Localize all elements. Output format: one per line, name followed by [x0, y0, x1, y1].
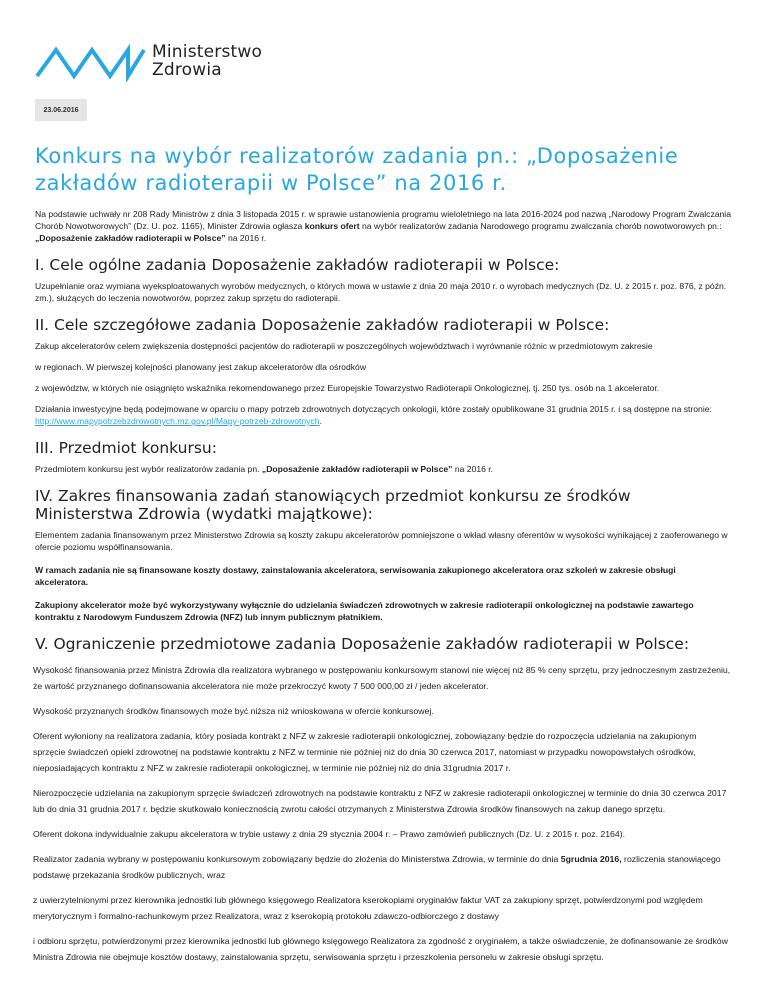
date-badge: 23.06.2016 — [35, 99, 87, 121]
section-2-text-2: w regionach. W pierwszej kolejności planowany jest zakup akceleratorów dla ośrodków — [35, 362, 367, 372]
maps-link[interactable]: http://www.mapypotrzebzdrowotnych.mz.gov.pl/Mapy-potrzeb-zdrowotnych — [35, 416, 320, 426]
section-5-text-1: Wysokość finansowania przez Ministra Zdrowia dla realizatora wybranego w postępowaniu konkursowym stanowi nie więcej niż 85 % ceny sprzętu, przy jednoczesnym zastrzeżeniu, że wartość przyznanego dofinansowania akceleratora nie może przekroczyć kwoty 7 500 000,00 zł / jeden akcelerator. — [33, 665, 731, 691]
article — [35, 143, 731, 965]
logo-line2: Zdrowia — [152, 60, 222, 80]
section-5-text-5: Oferent dokona indywidualnie zakupu akceleratora w trybie ustawy z dnia 29 stycznia 2004 r. – Prawo zamówień publicznych (Dz. U. z 2015 r. poz. 2164). — [33, 829, 626, 839]
section-2-heading: II. Cele szczegółowe zadania Doposażenie zakładów radioterapii w Polsce: — [35, 316, 610, 334]
logo-text — [152, 43, 262, 79]
section-4-heading: IV. Zakres finansowania zadań stanowiących przedmiot konkursu ze środków Ministerstwa Zdrowia (wydatki majątkowe): — [35, 487, 631, 523]
section-1-text: Uzupełnianie oraz wymiana wyeksploatowanych wyrobów medycznych, o których mowa w ustawie z dnia 20 maja 2010 r. o wyrobach medycznych (Dz. U. z 2015 r. poz. 876, z późn. zm.), służących do leczenia nowotworów, poprzez zakup sprzętu do radioterapii. — [35, 281, 727, 303]
ministry-logo[interactable] — [34, 40, 262, 82]
section-4-text-1: Elementem zadania finansowanym przez Ministerstwo Zdrowia są koszty zakupu akceleratorów pomniejszone o wkład własny oferentów w wysokości wynikającej z zaoferowanego w ofercie poziomu współfinansowania. — [35, 530, 728, 552]
section-1-heading: I. Cele ogólne zadania Doposażenie zakładów radioterapii w Polsce: — [35, 256, 560, 274]
section-3-text: Przedmiotem konkursu jest wybór realizatorów zadania pn. „Doposażenie zakładów radioterapii w Polsce” na 2016 r. — [35, 464, 494, 474]
logo-mark-icon — [34, 40, 146, 82]
section-5-text-4: Nierozpoczęcie udzielania na zakupionym sprzęcie świadczeń zdrowotnych na podstawie kontraktu z NFZ w zakresie radioterapii onkologicznej w terminie do dnia 30 czerwca 2017 lub do dnia 31 grudnia 2017 r. będzie skutkowało koniecznością zwrotu całości otrzymanych z Ministerstwa Zdrowia środków finansowych na zakup danego sprzętu. — [33, 788, 727, 814]
section-2-text-1: Zakup akceleratorów celem zwiększenia dostępności pacjentów do radioterapii w poszczególnych województwach i wyrównanie różnic w przedmiotowym zakresie — [35, 341, 653, 351]
section-4-text-3: Zakupiony akcelerator może być wykorzystywany wyłącznie do udzielania świadczeń zdrowotnych w zakresie radioterapii onkologicznej na podstawie zawartego kontraktu z Narodowym Funduszem Zdrowia (NFZ) lub innym publicznym płatnikiem. — [35, 600, 694, 622]
section-5-body — [35, 662, 731, 965]
section-3-heading: III. Przedmiot konkursu: — [35, 439, 217, 457]
section-4-text-2: W ramach zadania nie są finansowane koszty dostawy, zainstalowania akceleratora, serwisowania zakupionego akceleratora oraz szkoleń w zakresie obsługi akceleratora. — [35, 565, 676, 587]
section-5-text-2: Wysokość przyznanych środków finansowych może być niższa niż wnioskowana w ofercie konkursowej. — [33, 706, 434, 716]
intro-paragraph: Na podstawie uchwały nr 208 Rady Ministrów z dnia 3 listopada 2015 r. w sprawie ustanowienia programu wieloletniego na lata 2016-2024 pod nazwą „Narodowy Program Zwalczania Chorób Nowotworowych” (Dz. U. poz. 1165), Minister Zdrowia ogłasza konkurs ofert na wybór realizatorów zadania Narodowego programu zwalczania chorób nowotworowych pn.: „Doposażenie zakładów radioterapii w Polsce” na 2016 r. — [35, 209, 731, 243]
section-5-text-3: Oferent wyłoniony na realizatora zadania, który posiada kontrakt z NFZ w zakresie radioterapii onkologicznej, zobowiązany będzie do rozpoczęcia udzielania na zakupionym sprzęcie świadczeń opieki zdrowotnej na podstawie kontraktu z NFZ w terminie nie później niż do dnia 30 czerwca 2017, natomiast w przypadku nowopowstałych ośrodków, nieposiadających kontraktu z NFZ w zakresie radioterapii onkologicznej, w terminie nie później niż do dnia 31grudnia 2017 r. — [33, 731, 697, 773]
section-2-text-3: z województw, w których nie osiągnięto wskaźnika rekomendowanego przez Europejskie Towarzystwo Radioterapii Onkologicznej, tj. 250 tys. osób na 1 akcelerator. — [35, 383, 660, 393]
section-5-text-8: i odbioru sprzętu, potwierdzonymi przez kierownika jednostki lub głównego księgowego Realizatora za zgodność z oryginałem, a także oświadczenie, że dofinansowanie ze środków Ministra Zdrowia nie obejmuje kosztów dostawy, zainstalowania sprzętu, serwisowania sprzętu i przeszkolenia personelu w zakresie obsługi sprzętu. — [33, 936, 728, 962]
section-2-text-4: Działania inwestycyjne będą podejmowane w oparciu o mapy potrzeb zdrowotnych dotyczących onkologii, które zostały opublikowane 31 grudnia 2015 r. i są dostępne na stronie: http://www.mapypotrzebzdrowotnych.mz.gov.pl/Mapy-potrzeb-zdrowotnych. — [35, 404, 712, 426]
section-5-text-6: Realizator zadania wybrany w postępowaniu konkursowym zobowiązany będzie do złożenia do Ministerstwa Zdrowia, w terminie do dnia 5grudnia 2016, rozliczenia stanowiącego podstawę przekazania środków publicznych, wraz — [33, 854, 721, 880]
logo-line1: Ministerstwo — [152, 42, 263, 62]
section-5-text-7: z uwierzytelnionymi przez kierownika jednostki lub głównego księgowego Realizatora kserokopiami oryginałów faktur VAT za zakupiony sprzęt, potwierdzonymi pod względem merytorycznym i formalno-rachunkowym przez Realizatora, wraz z kserokopią protokołu zdawczo-odbiorczego z dostawy — [33, 895, 703, 921]
page-title: Konkurs na wybór realizatorów zadania pn.: „Doposażenie zakładów radioterapii w Polsce” na 2016 r. — [35, 144, 679, 195]
section-5-heading: V. Ograniczenie przedmiotowe zadania Doposażenie zakładów radioterapii w Polsce: — [35, 635, 690, 653]
